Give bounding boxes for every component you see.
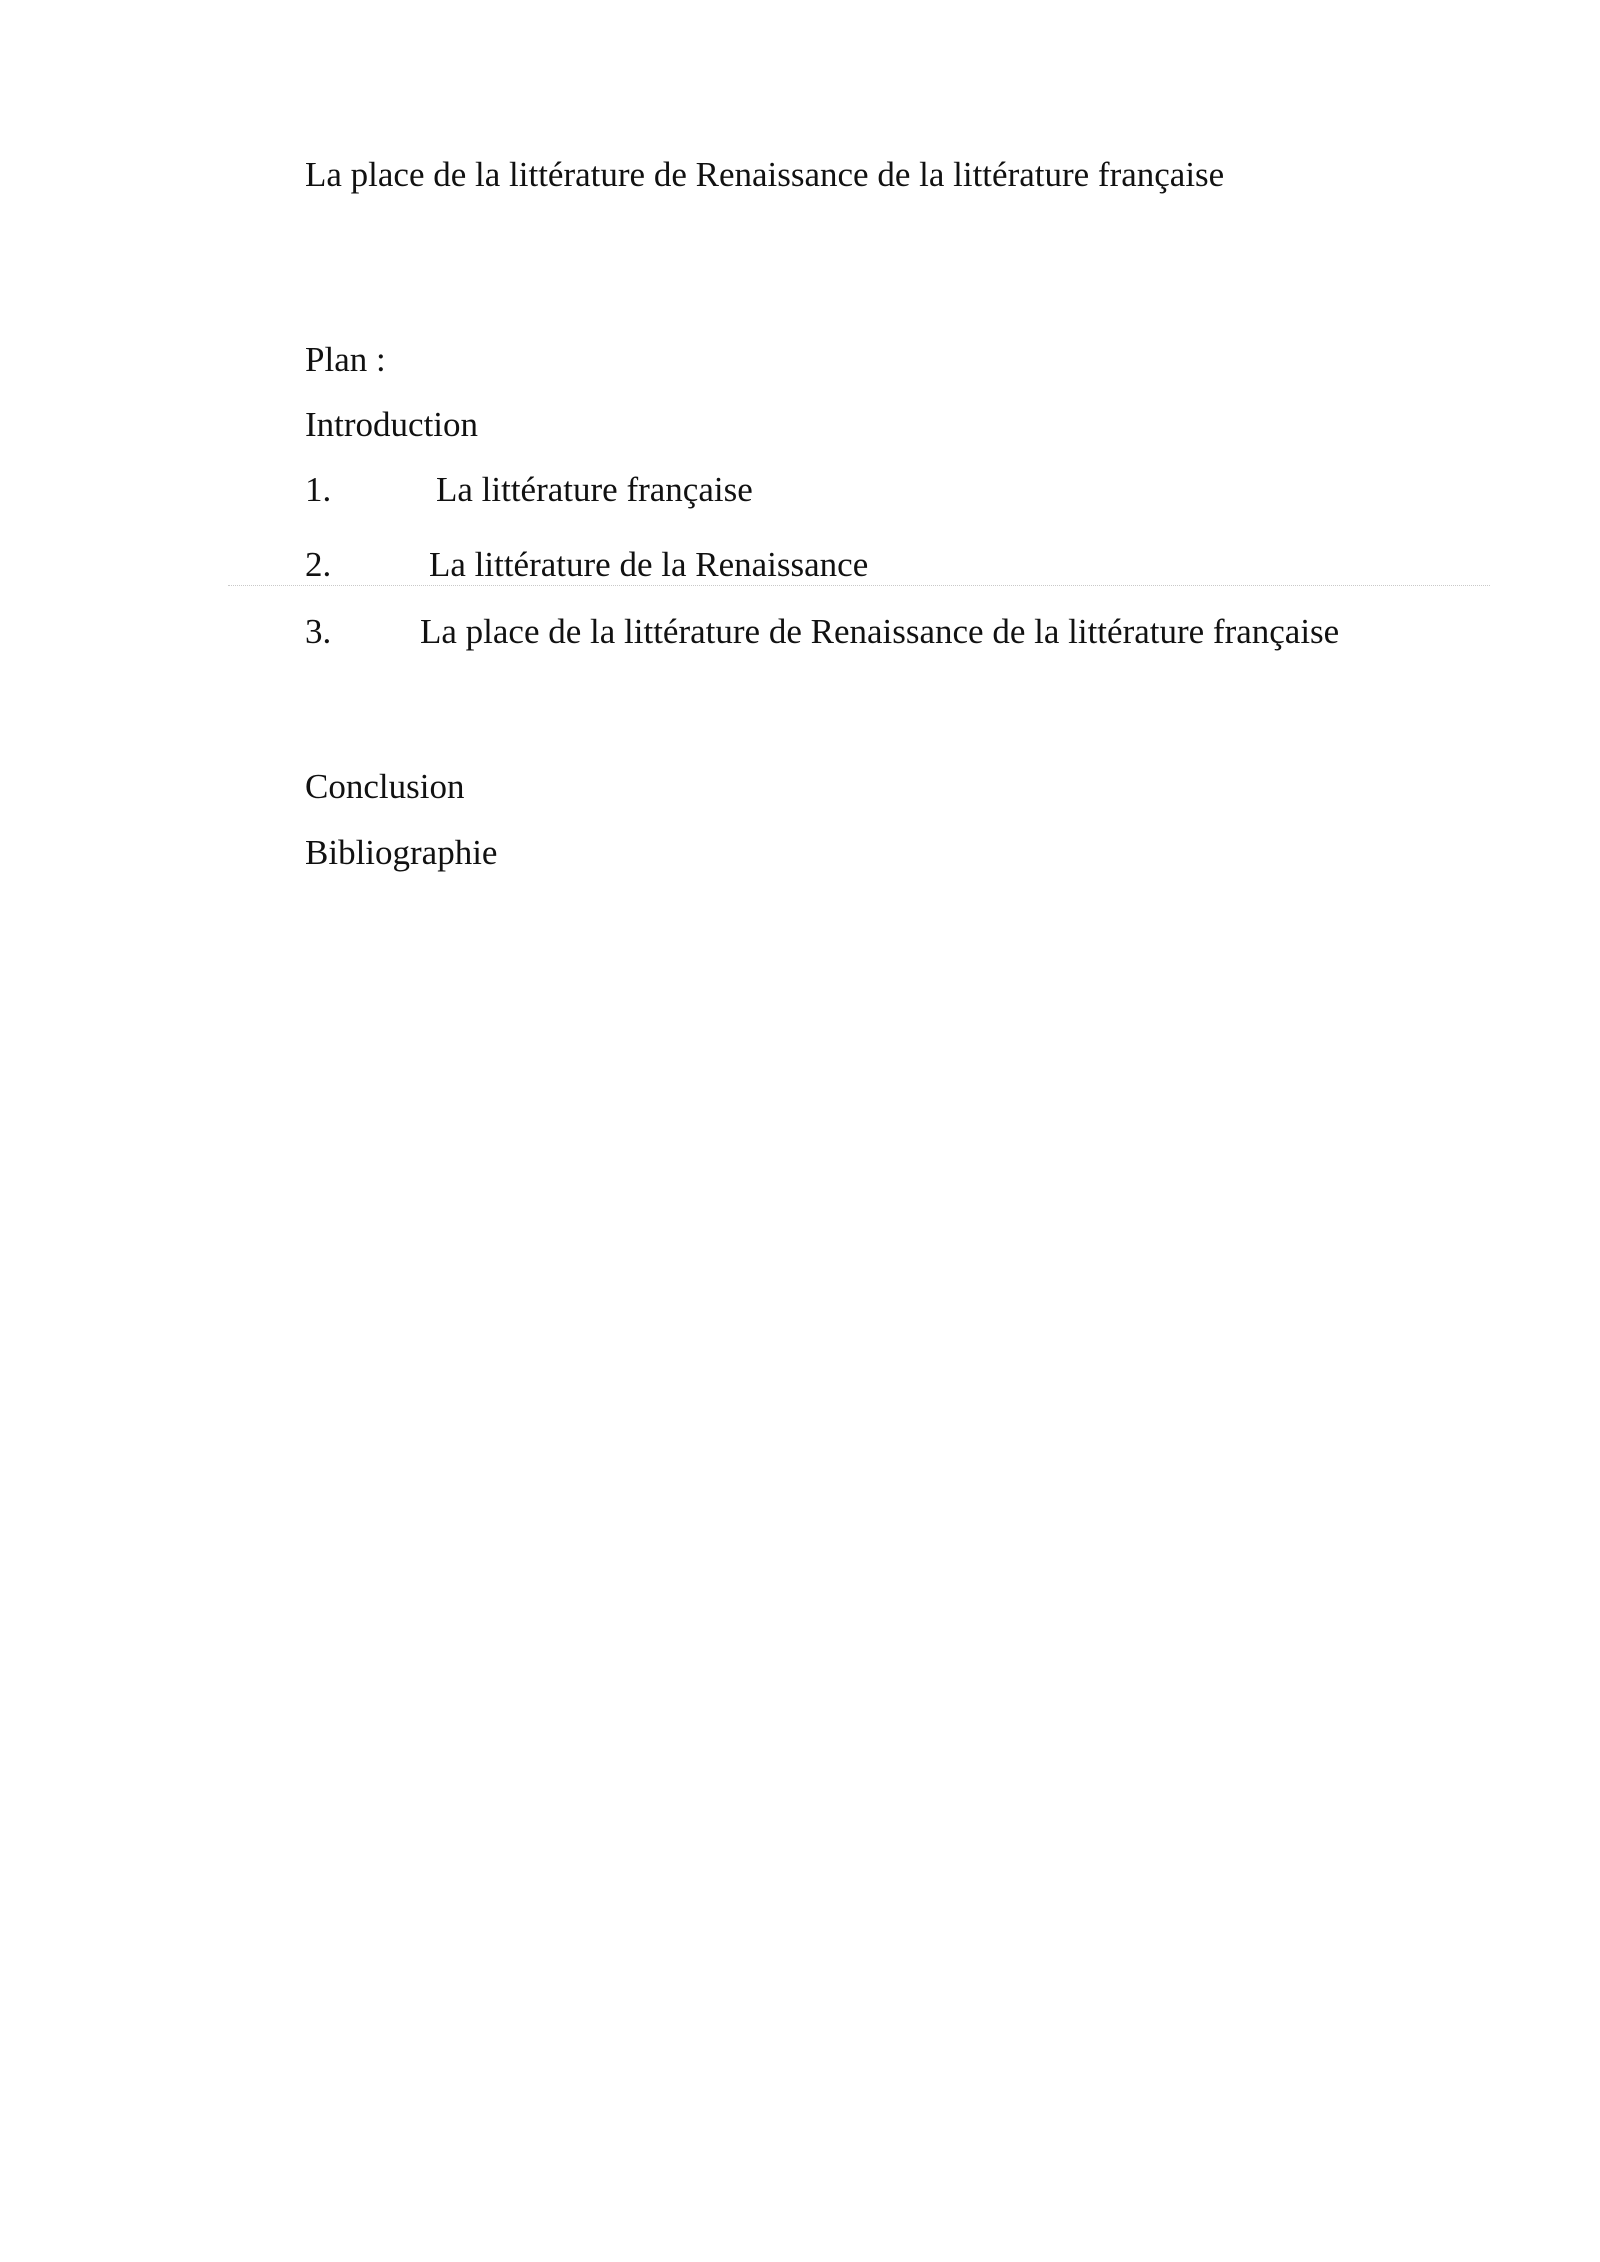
plan-list-item-1: 1. La littérature française (305, 470, 753, 509)
plan-list-item-2: 2. La littérature de la Renaissance (305, 545, 869, 584)
plan-list-item-3: 3. La place de la littérature de Renaissance de la littérature française (305, 612, 1340, 651)
list-item-text: La littérature française (436, 470, 753, 509)
introduction-item: Introduction (305, 405, 479, 444)
plan-label: Plan : (305, 340, 386, 379)
page-break-line (228, 585, 1490, 586)
document-title: La place de la littérature de Renaissance de la littérature française (305, 155, 1225, 194)
bibliography-item: Bibliographie (305, 833, 498, 872)
list-item-text: La littérature de la Renaissance (429, 545, 869, 584)
conclusion-item: Conclusion (305, 767, 465, 806)
list-item-text: La place de la littérature de Renaissance de la littérature française (420, 612, 1340, 651)
